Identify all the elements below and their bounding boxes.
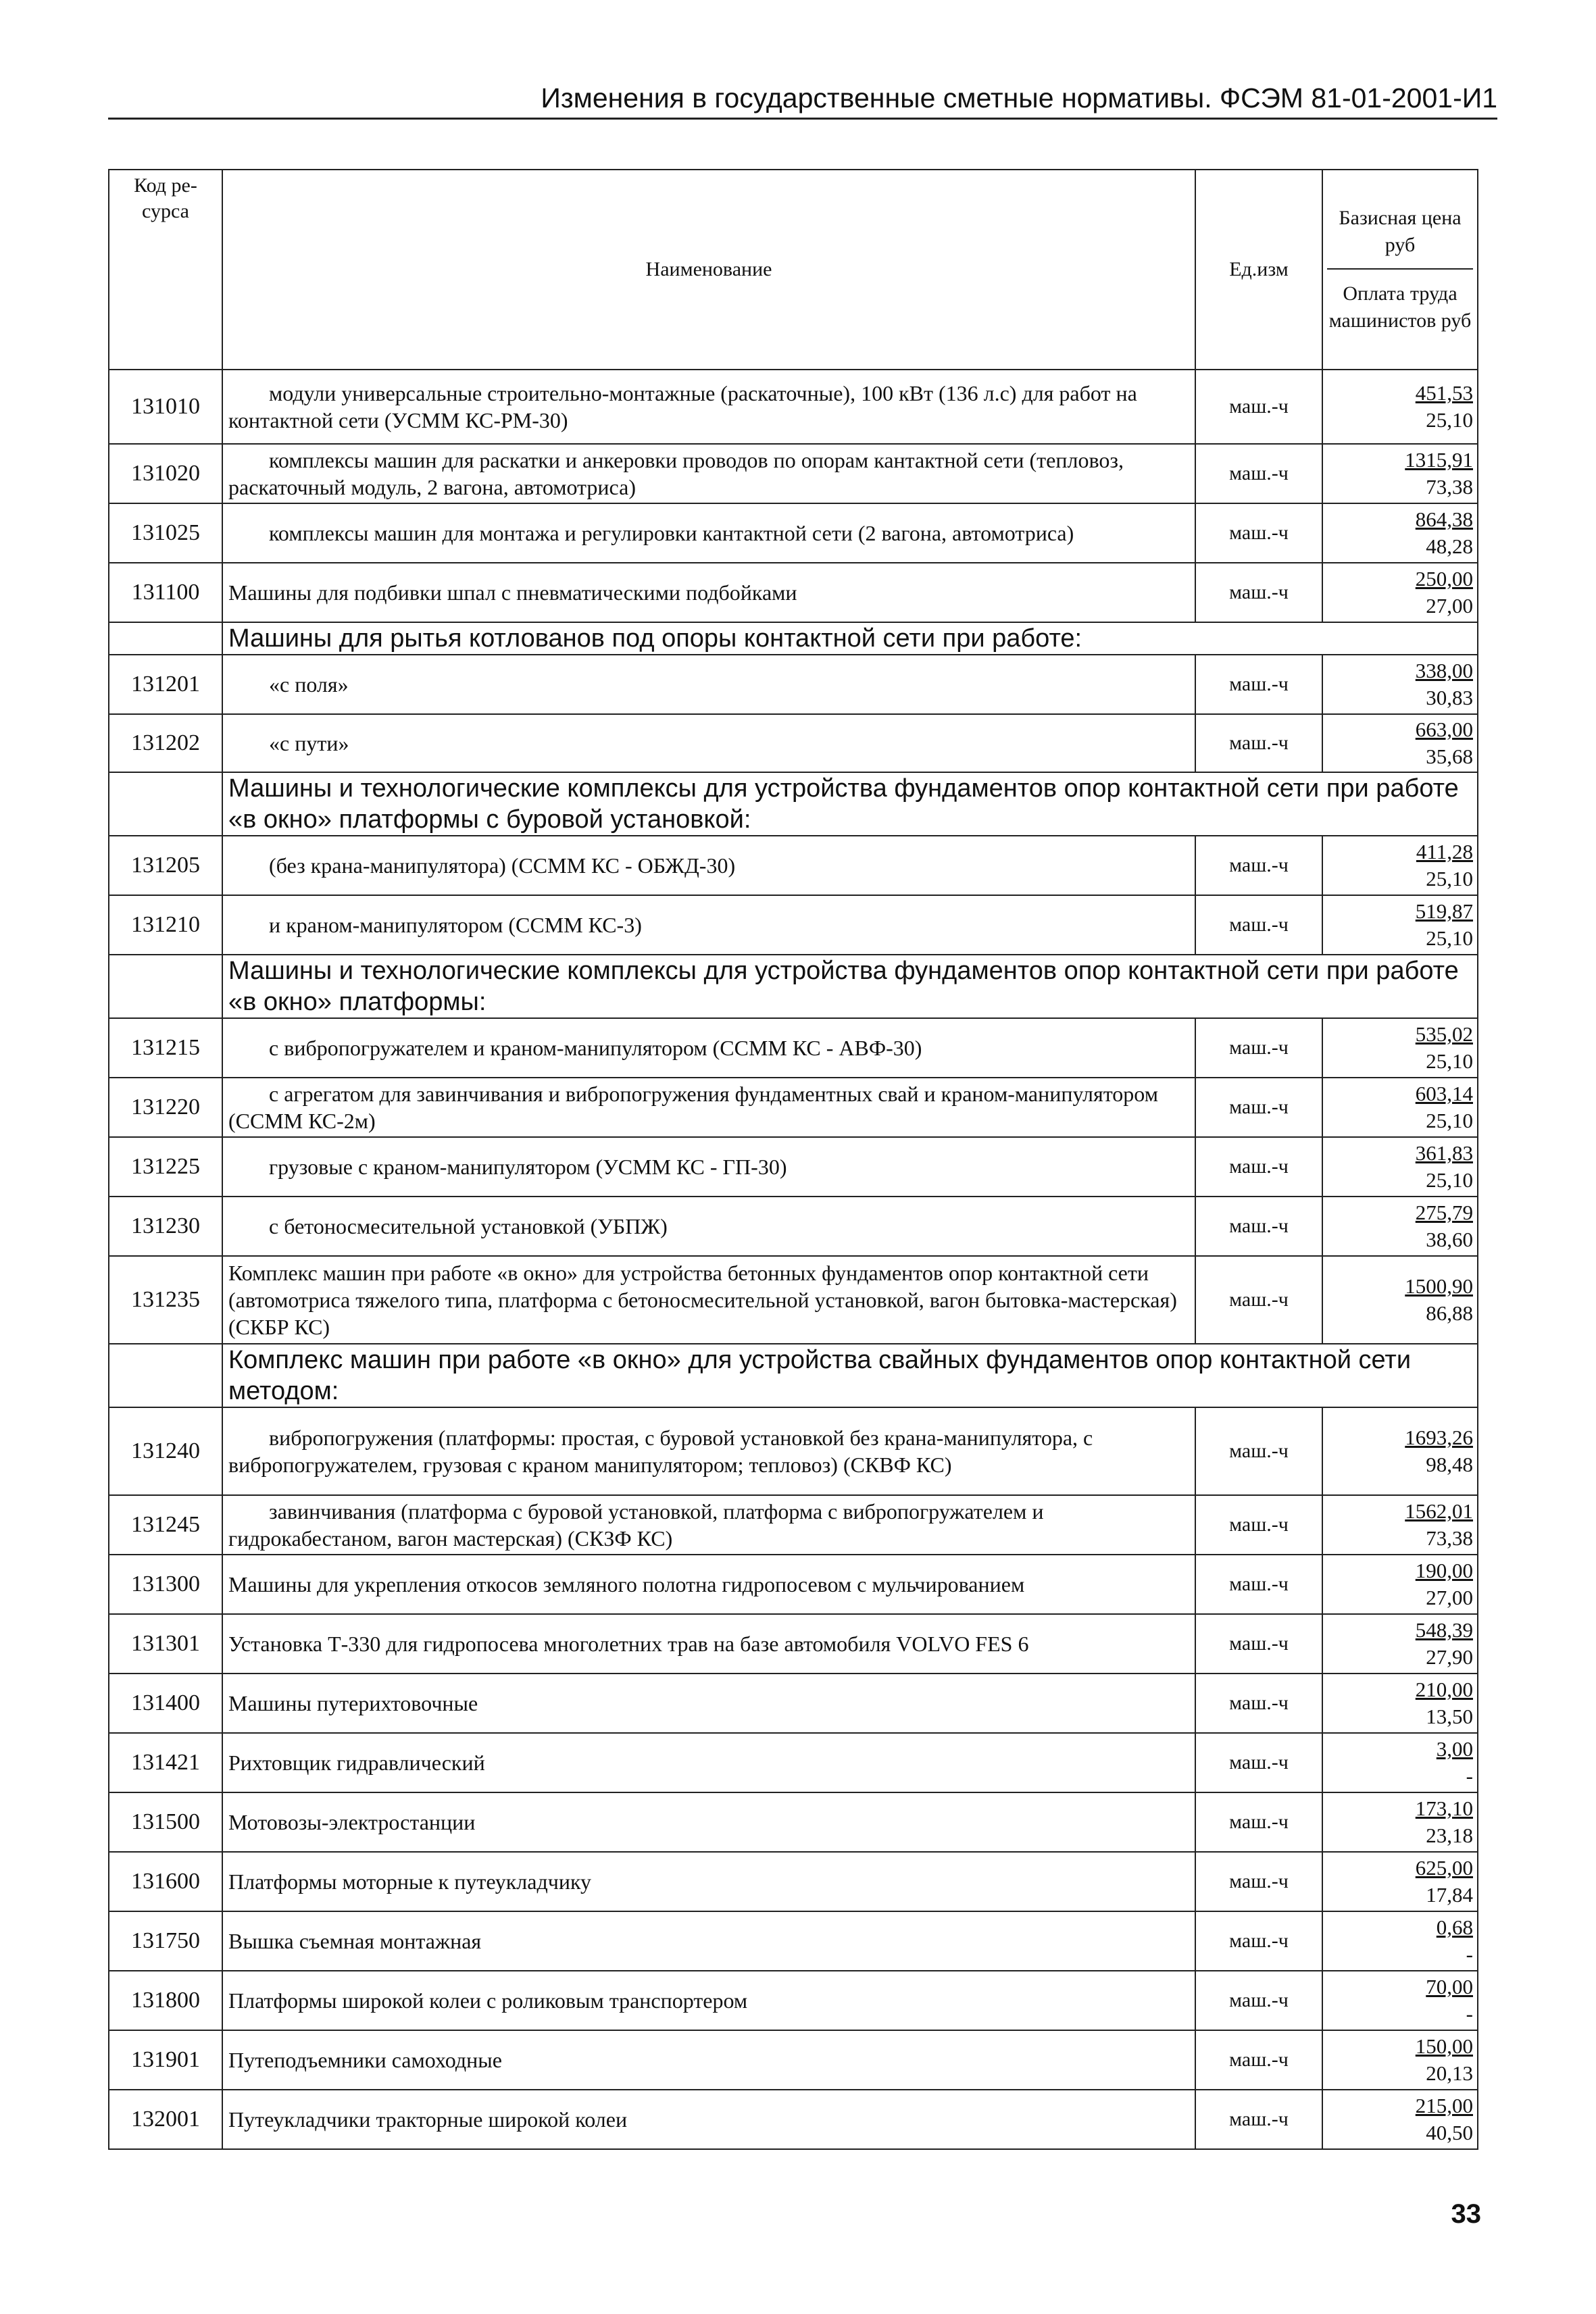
operator-labor-cost: 40,50	[1426, 2121, 1473, 2144]
operator-labor-cost: 27,90	[1426, 1645, 1473, 1669]
operator-labor-cost: 13,50	[1426, 1705, 1473, 1728]
header-price-base: Базисная цена руб	[1327, 205, 1473, 270]
unit-of-measure: маш.-ч	[1195, 1407, 1322, 1495]
header-name: Наименование	[222, 170, 1195, 370]
resource-name: и краном-манипулятором (ССММ КС-3)	[222, 895, 1195, 955]
unit-of-measure: маш.-ч	[1195, 1674, 1322, 1733]
operator-labor-cost: -	[1466, 1942, 1473, 1966]
unit-of-measure: маш.-ч	[1195, 836, 1322, 895]
price-cell	[1322, 2090, 1478, 2149]
operator-labor-cost: 48,28	[1426, 534, 1473, 558]
base-price: 1315,91	[1405, 448, 1473, 472]
table-row	[109, 1555, 1478, 1614]
base-price: 275,79	[1415, 1201, 1473, 1224]
operator-labor-cost: 20,13	[1426, 2061, 1473, 2085]
group-heading: Комплекс машин при работе «в окно» для устройства свайных фундаментов опор контактной сети методом:	[222, 1344, 1478, 1407]
resource-code: 131300	[109, 1555, 222, 1614]
unit-of-measure: маш.-ч	[1195, 1852, 1322, 1911]
unit-of-measure: маш.-ч	[1195, 1911, 1322, 1971]
resource-name: «с поля»	[222, 655, 1195, 714]
operator-labor-cost: -	[1466, 1764, 1473, 1788]
resource-name: Путеподъемники самоходные	[222, 2030, 1195, 2090]
resource-name: (без крана-манипулятора) (ССММ КС - ОБЖД-30)	[222, 836, 1195, 895]
base-price: 173,10	[1415, 1796, 1473, 1820]
group-empty-code-cell	[109, 772, 222, 836]
operator-labor-cost: 73,38	[1426, 1526, 1473, 1550]
group-heading: Машины и технологические комплексы для устройства фундаментов опор контактной сети при работе «в окно» платформы:	[222, 955, 1478, 1018]
price-cell	[1322, 370, 1478, 444]
operator-labor-cost: 23,18	[1426, 1823, 1473, 1847]
unit-of-measure: маш.-ч	[1195, 714, 1322, 772]
price-cell	[1322, 1407, 1478, 1495]
resource-code: 131421	[109, 1733, 222, 1792]
group-heading-row	[109, 1344, 1478, 1407]
table-row	[109, 1733, 1478, 1792]
table-row	[109, 1137, 1478, 1197]
price-cell	[1322, 1078, 1478, 1137]
resource-name: Установка Т-330 для гидропосева многолетних трав на базе автомобиля VOLVO FES 6	[222, 1614, 1195, 1674]
group-heading-row	[109, 955, 1478, 1018]
group-heading: Машины и технологические комплексы для устройства фундаментов опор контактной сети при работе «в окно» платформы с буровой установкой:	[222, 772, 1478, 836]
resource-name: Мотовозы-электростанции	[222, 1792, 1195, 1852]
unit-of-measure: маш.-ч	[1195, 1197, 1322, 1256]
resource-table	[108, 169, 1478, 2150]
resource-code: 131100	[109, 563, 222, 622]
group-empty-code-cell	[109, 1344, 222, 1407]
operator-labor-cost: 27,00	[1426, 594, 1473, 618]
unit-of-measure: маш.-ч	[1195, 655, 1322, 714]
operator-labor-cost: 17,84	[1426, 1883, 1473, 1907]
base-price: 190,00	[1415, 1559, 1473, 1582]
resource-code: 132001	[109, 2090, 222, 2149]
header-price	[1322, 170, 1478, 370]
price-cell	[1322, 1733, 1478, 1792]
unit-of-measure: маш.-ч	[1195, 563, 1322, 622]
base-price: 338,00	[1415, 659, 1473, 682]
base-price: 411,28	[1416, 840, 1473, 863]
resource-name: Путеукладчики тракторные широкой колеи	[222, 2090, 1195, 2149]
base-price: 451,53	[1415, 381, 1473, 405]
table-row	[109, 1614, 1478, 1674]
base-price: 70,00	[1426, 1975, 1473, 1998]
base-price: 250,00	[1415, 567, 1473, 590]
resource-code: 131020	[109, 444, 222, 503]
resource-name: с агрегатом для завинчивания и вибропогружения фундаментных свай и краном-манипулятором (ССММ КС-2м)	[222, 1078, 1195, 1137]
resource-code: 131301	[109, 1614, 222, 1674]
unit-of-measure: маш.-ч	[1195, 2090, 1322, 2149]
price-cell	[1322, 1495, 1478, 1555]
price-cell	[1322, 1911, 1478, 1971]
table-row	[109, 836, 1478, 895]
table-row	[109, 1197, 1478, 1256]
resource-name: Комплекс машин при работе «в окно» для устройства бетонных фундаментов опор контактной сети (автомотриса тяжелого типа, платформа с бетоносмесительной установкой, вагон бытовка-мастерская) (СКБР КС)	[222, 1256, 1195, 1344]
unit-of-measure: маш.-ч	[1195, 1137, 1322, 1197]
resource-code: 131500	[109, 1792, 222, 1852]
unit-of-measure: маш.-ч	[1195, 370, 1322, 444]
resource-code: 131205	[109, 836, 222, 895]
price-cell	[1322, 836, 1478, 895]
base-price: 3,00	[1436, 1737, 1473, 1761]
table-row	[109, 1674, 1478, 1733]
unit-of-measure: маш.-ч	[1195, 1614, 1322, 1674]
price-cell	[1322, 1137, 1478, 1197]
resource-name: Платформы моторные к путеукладчику	[222, 1852, 1195, 1911]
operator-labor-cost: 98,48	[1426, 1453, 1473, 1476]
resource-code: 131400	[109, 1674, 222, 1733]
table-row	[109, 2090, 1478, 2149]
base-price: 1562,01	[1405, 1499, 1473, 1523]
operator-labor-cost: 27,00	[1426, 1586, 1473, 1609]
operator-labor-cost: 25,10	[1426, 867, 1473, 890]
table-row	[109, 1407, 1478, 1495]
price-cell	[1322, 563, 1478, 622]
base-price: 864,38	[1415, 507, 1473, 531]
resource-name: завинчивания (платформа с буровой установкой, платформа с вибропогружателем и гидрокабестаном, вагон мастерская) (СКЗФ КС)	[222, 1495, 1195, 1555]
resource-code: 131202	[109, 714, 222, 772]
resource-code: 131800	[109, 1971, 222, 2030]
table-row	[109, 2030, 1478, 2090]
resource-name: комплексы машин для раскатки и анкеровки проводов по опорам кантактной сети (тепловоз, раскаточный модуль, 2 вагона, автомотриса)	[222, 444, 1195, 503]
resource-code: 131225	[109, 1137, 222, 1197]
base-price: 663,00	[1415, 718, 1473, 741]
price-cell	[1322, 503, 1478, 563]
table-row	[109, 503, 1478, 563]
table-row	[109, 444, 1478, 503]
operator-labor-cost: -	[1466, 2002, 1473, 2026]
unit-of-measure: маш.-ч	[1195, 1971, 1322, 2030]
group-heading-row	[109, 622, 1478, 655]
resource-name: с вибропогружателем и краном-манипулятором (ССММ КС - АВФ-30)	[222, 1018, 1195, 1078]
table-row	[109, 563, 1478, 622]
table-row	[109, 1852, 1478, 1911]
resource-code: 131230	[109, 1197, 222, 1256]
table-row	[109, 1911, 1478, 1971]
resource-code: 131210	[109, 895, 222, 955]
base-price: 548,39	[1415, 1618, 1473, 1642]
operator-labor-cost: 86,88	[1426, 1301, 1473, 1325]
resource-name: грузовые с краном-манипулятором (УСММ КС - ГП-30)	[222, 1137, 1195, 1197]
table-row	[109, 714, 1478, 772]
unit-of-measure: маш.-ч	[1195, 1018, 1322, 1078]
resource-name: Рихтовщик гидравлический	[222, 1733, 1195, 1792]
resource-code: 131600	[109, 1852, 222, 1911]
header-code: Код ре-сурса	[109, 170, 222, 370]
resource-name: «с пути»	[222, 714, 1195, 772]
resource-code: 131901	[109, 2030, 222, 2090]
operator-labor-cost: 25,10	[1426, 1168, 1473, 1192]
base-price: 215,00	[1415, 2094, 1473, 2117]
table-row	[109, 1078, 1478, 1137]
price-cell	[1322, 655, 1478, 714]
base-price: 519,87	[1415, 899, 1473, 923]
unit-of-measure: маш.-ч	[1195, 444, 1322, 503]
table-body	[109, 370, 1478, 2149]
table-row	[109, 1495, 1478, 1555]
unit-of-measure: маш.-ч	[1195, 895, 1322, 955]
price-cell	[1322, 1614, 1478, 1674]
group-heading-row	[109, 772, 1478, 836]
table-row	[109, 370, 1478, 444]
base-price: 361,83	[1415, 1141, 1473, 1165]
base-price: 1500,90	[1405, 1274, 1473, 1298]
operator-labor-cost: 25,10	[1426, 408, 1473, 432]
base-price: 150,00	[1415, 2034, 1473, 2058]
table-row	[109, 655, 1478, 714]
resource-name: Вышка съемная монтажная	[222, 1911, 1195, 1971]
base-price: 535,02	[1415, 1022, 1473, 1046]
operator-labor-cost: 38,60	[1426, 1228, 1473, 1251]
table-row	[109, 1971, 1478, 2030]
base-price: 603,14	[1415, 1082, 1473, 1105]
base-price: 0,68	[1436, 1915, 1473, 1939]
resource-name: вибропогружения (платформы: простая, с буровой установкой без крана-манипулятора, с вибропогружателем, грузовая с краном манипулятором; тепловоз) (СКВФ КС)	[222, 1407, 1195, 1495]
unit-of-measure: маш.-ч	[1195, 1733, 1322, 1792]
price-cell	[1322, 444, 1478, 503]
operator-labor-cost: 73,38	[1426, 475, 1473, 499]
group-empty-code-cell	[109, 955, 222, 1018]
resource-name: Машины путерихтовочные	[222, 1674, 1195, 1733]
resource-name: Платформы широкой колеи с роликовым транспортером	[222, 1971, 1195, 2030]
resource-code: 131010	[109, 370, 222, 444]
resource-name: Машины для укрепления откосов земляного полотна гидропосевом с мульчированием	[222, 1555, 1195, 1614]
base-price: 1693,26	[1405, 1426, 1473, 1449]
document-title: Изменения в государственные сметные нормативы. ФСЭМ 81-01-2001-И1	[541, 82, 1497, 114]
operator-labor-cost: 25,10	[1426, 1049, 1473, 1073]
operator-labor-cost: 30,83	[1426, 686, 1473, 709]
price-cell	[1322, 1971, 1478, 2030]
price-cell	[1322, 1018, 1478, 1078]
page-number: 33	[1451, 2199, 1481, 2229]
table-row	[109, 895, 1478, 955]
price-cell	[1322, 2030, 1478, 2090]
page-header	[108, 81, 1497, 120]
unit-of-measure: маш.-ч	[1195, 1256, 1322, 1344]
resource-name: Машины для подбивки шпал с пневматическими подбойками	[222, 563, 1195, 622]
unit-of-measure: маш.-ч	[1195, 1495, 1322, 1555]
resource-code: 131240	[109, 1407, 222, 1495]
price-cell	[1322, 1256, 1478, 1344]
resource-name: с бетоносмесительной установкой (УБПЖ)	[222, 1197, 1195, 1256]
table-row	[109, 1256, 1478, 1344]
table-header-row	[109, 170, 1478, 370]
unit-of-measure: маш.-ч	[1195, 503, 1322, 563]
price-cell	[1322, 1197, 1478, 1256]
price-cell	[1322, 1555, 1478, 1614]
resource-code: 131201	[109, 655, 222, 714]
price-cell	[1322, 1792, 1478, 1852]
base-price: 210,00	[1415, 1678, 1473, 1701]
operator-labor-cost: 35,68	[1426, 745, 1473, 768]
group-heading: Машины для рытья котлованов под опоры контактной сети при работе:	[222, 622, 1478, 655]
price-cell	[1322, 895, 1478, 955]
unit-of-measure: маш.-ч	[1195, 1792, 1322, 1852]
unit-of-measure: маш.-ч	[1195, 1555, 1322, 1614]
group-empty-code-cell	[109, 622, 222, 655]
resource-code: 131220	[109, 1078, 222, 1137]
price-cell	[1322, 714, 1478, 772]
unit-of-measure: маш.-ч	[1195, 2030, 1322, 2090]
resource-code: 131235	[109, 1256, 222, 1344]
resource-code: 131025	[109, 503, 222, 563]
price-cell	[1322, 1674, 1478, 1733]
table-row	[109, 1792, 1478, 1852]
header-price-labor: Оплата труда машинистов руб	[1328, 282, 1472, 332]
operator-labor-cost: 25,10	[1426, 926, 1473, 950]
operator-labor-cost: 25,10	[1426, 1109, 1473, 1132]
price-cell	[1322, 1852, 1478, 1911]
resource-code: 131245	[109, 1495, 222, 1555]
resource-name: комплексы машин для монтажа и регулировки кантактной сети (2 вагона, автомотриса)	[222, 503, 1195, 563]
unit-of-measure: маш.-ч	[1195, 1078, 1322, 1137]
base-price: 625,00	[1415, 1856, 1473, 1880]
resource-name: модули универсальные строительно-монтажные (раскаточные), 100 кВт (136 л.с) для работ на контактной сети (УСММ КС-РМ-30)	[222, 370, 1195, 444]
resource-code: 131750	[109, 1911, 222, 1971]
header-unit: Ед.изм	[1195, 170, 1322, 370]
table-row	[109, 1018, 1478, 1078]
resource-code: 131215	[109, 1018, 222, 1078]
